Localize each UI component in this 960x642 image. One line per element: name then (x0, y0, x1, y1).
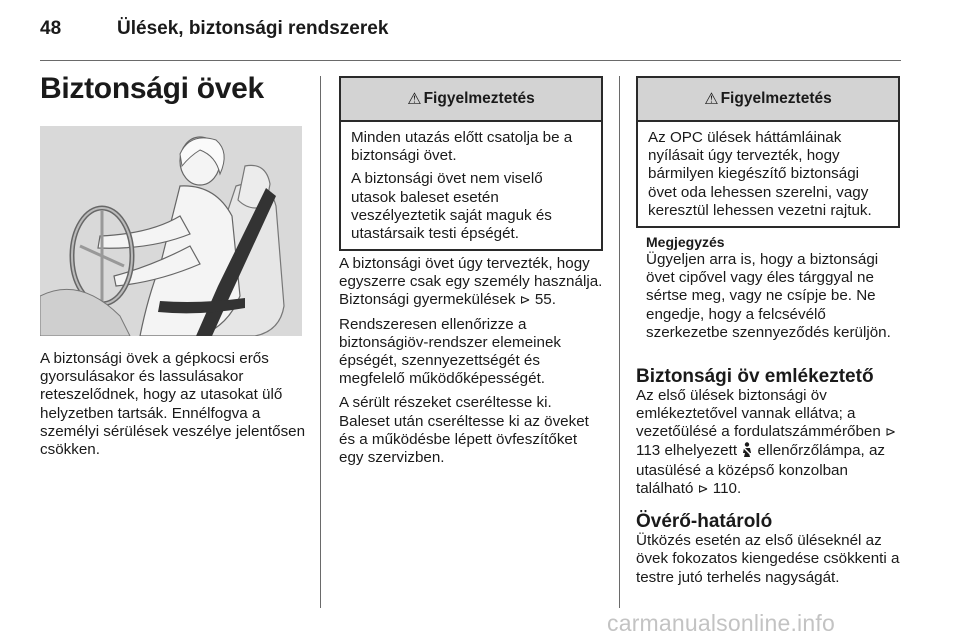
watermark: carmanualsonline.info (607, 610, 835, 636)
note-label: Megjegyzés (646, 234, 725, 250)
body-paragraph: A sérült részeket cseréltesse ki. Baleset után cseréltesse ki az öveket és a működésbe lépett övfeszítőket egy szervizben. (339, 394, 589, 467)
body-paragraph: Ütközés esetén az első üléseknél az övek fokozatos kiengedése csökkenti a testre jutó terhelés nagyságát. (636, 532, 900, 586)
page-reference[interactable]: 55. (534, 291, 556, 309)
subsection-title: Biztonsági öv emlékeztető (636, 366, 874, 387)
header-rule (40, 60, 901, 61)
subsection-title: Övérő-határoló (636, 511, 773, 533)
page-reference-icon: ⊳ (519, 292, 531, 308)
body-paragraph (636, 387, 902, 498)
warning-body (638, 122, 898, 226)
warning-body (341, 122, 601, 249)
warning-box (339, 76, 603, 251)
intro-paragraph-block (40, 350, 310, 465)
column-divider (320, 76, 321, 608)
body-paragraph (339, 255, 605, 310)
page-reference-icon: ⊳ (885, 424, 896, 440)
intro-paragraph: A biztonsági övek a gépkocsi erős gyorsulásakor és lassulásakor reteszelődnek, hogy az utasokat ülő helyzetben tartsák. Ennélfogva a személyi sérülések veszélye jelentősen csökken. (40, 350, 306, 459)
body-text: elhelyezett (664, 441, 738, 459)
note-text: Ügyeljen arra is, hogy a biztonsági övet cipővel vagy éles tárggyal ne sértse meg, vagy ne csípje be. Ne engedje, hogy a felcsévélő szerkezetbe szennyeződés kerüljön. (646, 251, 891, 341)
body-text: A biztonsági övet úgy tervezték, hogy egyszerre csak egy személy használja. Biztonsági gyermekülések (339, 255, 603, 309)
page-reference[interactable]: 110. (712, 480, 742, 498)
body-text: Az első ülések biztonsági öv emlékeztetővel vannak ellátva; a vezetőülésé a fordulatszámmérőben (636, 387, 881, 441)
body-paragraph: Rendszeresen ellenőrizze a biztonságiöv-rendszer elemeinek épségét, szennyezettségét és megfelelő működőképességét. (339, 315, 562, 388)
warning-title: Figyelmeztetés (720, 90, 832, 107)
warning-triangle-icon: ⚠ (704, 91, 719, 108)
warning-title: Figyelmeztetés (423, 90, 535, 107)
page-number: 48 (40, 18, 62, 39)
page-reference[interactable]: 113 (636, 441, 661, 459)
warning-triangle-icon: ⚠ (407, 91, 422, 108)
warning-text: A biztonsági övet nem viselő utasok baleset esetén veszélyeztetik saját maguk és utastársaik testi épségét. (351, 170, 552, 243)
seatbelt-warning-icon (741, 442, 753, 462)
warning-header (341, 78, 601, 122)
warning-text: Az OPC ülések háttámláinak nyílásait úgy tervezték, hogy bármilyen kiegészítő biztonsági övet oda lehessen szerelni, vagy keresztül lehessen vezetni rajtuk. (648, 129, 872, 219)
middle-text-block (339, 255, 605, 473)
warning-header (638, 78, 898, 122)
seatbelt-illustration (40, 126, 302, 336)
body-text: ellenőrzőlámpa, az utasülésé a középső konzolban található (636, 441, 886, 498)
page-reference-icon: ⊳ (697, 481, 709, 497)
warning-box (636, 76, 900, 228)
note-block (646, 234, 896, 348)
right-text-block (636, 367, 902, 593)
column-divider (619, 76, 620, 608)
warning-text: Minden utazás előtt csatolja be a biztonsági övet. (351, 129, 573, 165)
section-title: Biztonsági övek (40, 72, 264, 105)
running-header: Ülések, biztonsági rendszerek (117, 18, 389, 39)
